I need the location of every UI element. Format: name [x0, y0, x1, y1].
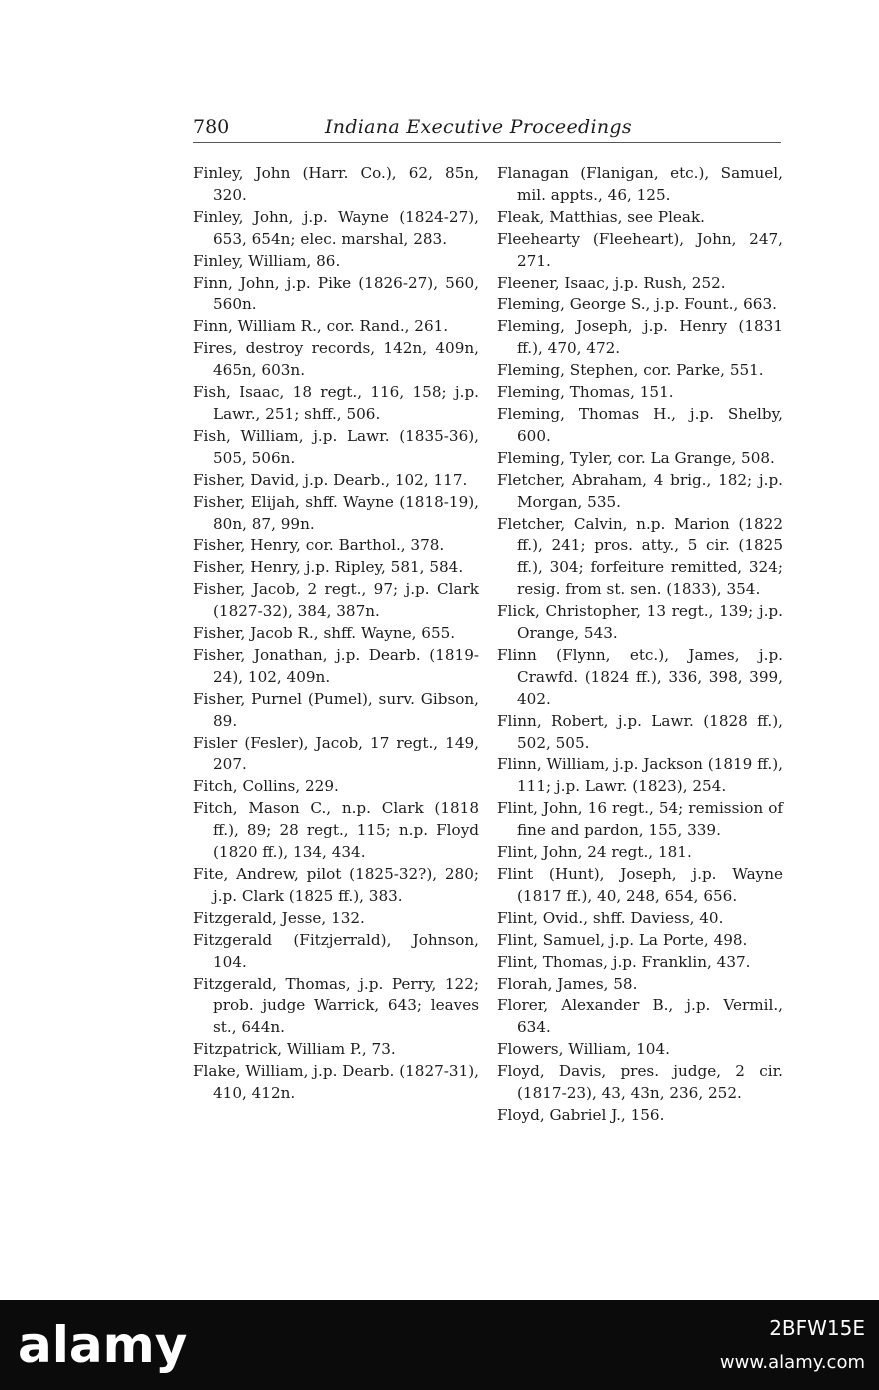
index-entry: Fitzgerald (Fitzjerrald), Johnson, 104.: [193, 930, 479, 971]
index-entry: Fisher, Henry, j.p. Ripley, 581, 584.: [193, 558, 464, 577]
index-entry: Florer, Alexander B., j.p. Vermil., 634.: [497, 996, 783, 1037]
page-number: 780: [193, 116, 230, 138]
index-entry: Fisher, Henry, cor. Barthol., 378.: [193, 536, 445, 555]
index-entry: Fitzgerald, Thomas, j.p. Perry, 122; prob. judge Warrick, 643; leaves st., 644n.: [193, 974, 479, 1037]
index-entry: Finn, John, j.p. Pike (1826-27), 560, 560n.: [193, 273, 479, 314]
index-entry: Fish, Isaac, 18 regt., 116, 158; j.p. Lawr., 251; shff., 506.: [193, 383, 479, 423]
image-id: 2BFW15E: [769, 1316, 865, 1340]
index-entry: Fisher, Jacob R., shff. Wayne, 655.: [193, 624, 456, 643]
index-entry: Fleming, George S., j.p. Fount., 663.: [497, 295, 777, 314]
index-entry: Fisler (Fesler), Jacob, 17 regt., 149, 207.: [193, 733, 479, 774]
index-entry: Fisher, David, j.p. Dearb., 102, 117.: [193, 470, 468, 489]
index-entry: Flint, John, 16 regt., 54; remission of fine and pardon, 155, 339.: [497, 799, 783, 840]
index-entry: Fite, Andrew, pilot (1825-32?), 280; j.p. Clark (1825 ff.), 383.: [193, 865, 479, 905]
index-entry: Fleming, Thomas H., j.p. Shelby, 600.: [497, 404, 783, 445]
index-entry: Flanagan (Flanigan, etc.), Samuel, mil. appts., 46, 125.: [497, 164, 783, 204]
index-entry: Fletcher, Calvin, n.p. Marion (1822 ff.), 241; pros. atty., 5 cir. (1825 ff.), 304; forfeiture remitted, 324; resig. from st. sen. (1833), 354.: [497, 514, 783, 599]
alamy-logo: [18, 1318, 218, 1376]
index-entry: Finn, William R., cor. Rand., 261.: [193, 317, 449, 336]
index-entry: Fisher, Jacob, 2 regt., 97; j.p. Clark (1827-32), 384, 387n.: [193, 580, 479, 621]
index-entry: Flint, Thomas, j.p. Franklin, 437.: [497, 952, 751, 971]
index-entry: Flinn (Flynn, etc.), James, j.p. Crawfd. (1824 ff.), 336, 398, 399, 402.: [497, 645, 783, 708]
watermark-footer: [0, 1300, 879, 1390]
index-entry: Fleming, Joseph, j.p. Henry (1831 ff.), 470, 472.: [497, 317, 783, 358]
index-entry: Flint, Samuel, j.p. La Porte, 498.: [497, 930, 748, 949]
index-entry: Flint (Hunt), Joseph, j.p. Wayne (1817 ff.), 40, 248, 654, 656.: [497, 865, 783, 905]
index-entry: Florah, James, 58.: [497, 974, 638, 993]
index-entry: Fletcher, Abraham, 4 brig., 182; j.p. Morgan, 535.: [497, 470, 783, 511]
index-entry: Flinn, Robert, j.p. Lawr. (1828 ff.), 502, 505.: [497, 711, 783, 752]
index-entry: Fleming, Thomas, 151.: [497, 383, 674, 402]
index-entry: Fitch, Mason C., n.p. Clark (1818 ff.), 89; 28 regt., 115; n.p. Floyd (1820 ff.), 134, 434.: [193, 799, 479, 862]
index-entry: Flinn, William, j.p. Jackson (1819 ff.), 111; j.p. Lawr. (1823), 254.: [497, 755, 783, 796]
index-entry: Finley, William, 86.: [193, 251, 341, 270]
index-entry: Fleming, Tyler, cor. La Grange, 508.: [497, 448, 775, 467]
running-title: Indiana Executive Proceedings: [325, 116, 632, 138]
index-column-right: [497, 163, 783, 1127]
index-entry: Floyd, Davis, pres. judge, 2 cir. (1817-23), 43, 43n, 236, 252.: [497, 1062, 783, 1103]
index-entry: Finley, John, j.p. Wayne (1824-27), 653, 654n; elec. marshal, 283.: [193, 207, 479, 248]
index-entry: Fisher, Elijah, shff. Wayne (1818-19), 80n, 87, 99n.: [193, 492, 479, 533]
index-entry: Fires, destroy records, 142n, 409n, 465n, 603n.: [193, 339, 479, 380]
index-entry: Fleak, Matthias, see Pleak.: [497, 207, 705, 226]
index-entry: Flint, Ovid., shff. Daviess, 40.: [497, 908, 724, 927]
index-entry: Fleehearty (Fleeheart), John, 247, 271.: [497, 229, 783, 270]
index-entry: Flick, Christopher, 13 regt., 139; j.p. Orange, 543.: [497, 602, 783, 643]
index-entry: Fitch, Collins, 229.: [193, 777, 339, 796]
index-entry: Fisher, Purnel (Pumel), surv. Gibson, 89.: [193, 689, 479, 730]
index-entry: Flake, William, j.p. Dearb. (1827-31), 410, 412n.: [193, 1062, 479, 1103]
index-entry: Floyd, Gabriel J., 156.: [497, 1105, 665, 1124]
watermark-url: www.alamy.com: [719, 1352, 865, 1373]
index-entry: Fleener, Isaac, j.p. Rush, 252.: [497, 273, 726, 292]
index-entry: Fish, William, j.p. Lawr. (1835-36), 505, 506n.: [193, 426, 479, 467]
index-column-left: [193, 163, 479, 1105]
index-entry: Fisher, Jonathan, j.p. Dearb. (1819-24), 102, 409n.: [193, 645, 479, 686]
index-entry: Fitzpatrick, William P., 73.: [193, 1040, 396, 1059]
index-entry: Fitzgerald, Jesse, 132.: [193, 908, 365, 927]
index-entry: Finley, John (Harr. Co.), 62, 85n, 320.: [193, 164, 479, 204]
index-entry: Flowers, William, 104.: [497, 1040, 670, 1059]
index-entry: Flint, John, 24 regt., 181.: [497, 843, 692, 862]
svg-text:alamy: alamy: [18, 1318, 188, 1374]
header-rule: [193, 142, 781, 143]
index-entry: Fleming, Stephen, cor. Parke, 551.: [497, 361, 764, 380]
